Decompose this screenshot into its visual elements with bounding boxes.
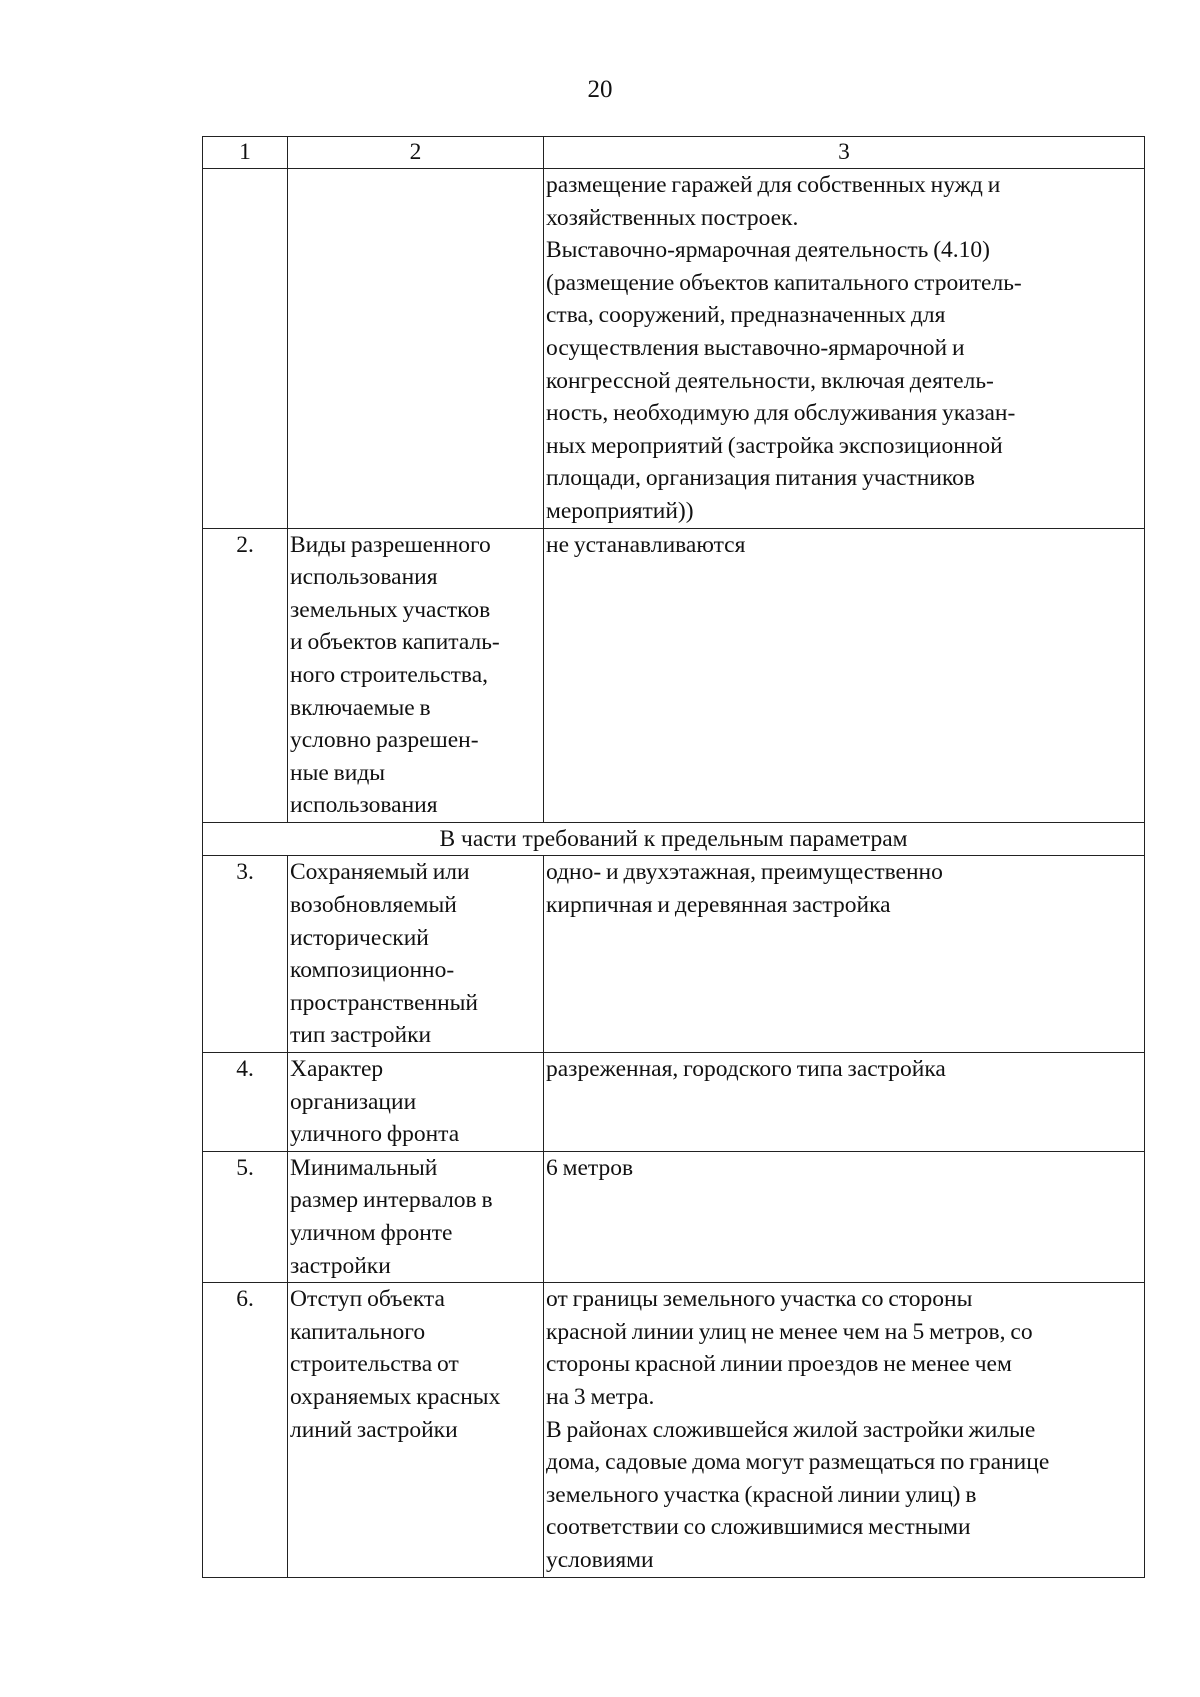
table-header-row (203, 137, 1145, 169)
row-name: Отступ объекта капитального строительства от охраняемых красных линий застройки (288, 1283, 544, 1577)
regulations-table (202, 136, 1145, 1578)
row-name (288, 169, 544, 529)
section-title: В части требований к предельным параметрам (203, 822, 1145, 856)
page-number: 20 (587, 76, 613, 103)
table-row-3 (203, 856, 1145, 1053)
row-value: не устанавливаются (544, 528, 1145, 822)
row-value: размещение гаражей для собственных нужд и хозяйственных построек. Выставочно-ярмарочная деятельность (4.10) (размещение объектов капитального строитель- ства, сооружений, предназначенных для осуществления выставочно-ярмарочной и конгрессной деятельности, включая деятель- ность, необходимую для обслуживания указан- ных мероприятий (застройка экспозиционной площади, организация питания участников мероприятий)) (544, 169, 1145, 529)
row-number: 5. (203, 1151, 288, 1282)
row-number: 3. (203, 856, 288, 1053)
row-name: Минимальный размер интервалов в уличном фронте застройки (288, 1151, 544, 1282)
row-value: от границы земельного участка со стороны красной линии улиц не менее чем на 5 метров, со стороны красной линии проездов не менее чем на 3 метра. В районах сложившейся жилой застройки жилые дома, садовые дома могут размещаться по границе земельного участка (красной линии улиц) в соответствии со сложившимися местными условиями (544, 1283, 1145, 1577)
table-section-row (203, 822, 1145, 856)
header-col-3: 3 (544, 137, 1145, 169)
row-number (203, 169, 288, 529)
row-name: Виды разрешенного использования земельных участков и объектов капиталь- ного строительства, включаемые в условно разрешен- ные виды использования (288, 528, 544, 822)
header-col-1: 1 (203, 137, 288, 169)
row-number: 4. (203, 1053, 288, 1152)
table-row-2 (203, 528, 1145, 822)
row-number: 2. (203, 528, 288, 822)
table-row-5 (203, 1151, 1145, 1282)
row-value: разреженная, городского типа застройка (544, 1053, 1145, 1152)
table-row-6 (203, 1283, 1145, 1577)
header-col-2: 2 (288, 137, 544, 169)
row-value: одно- и двухэтажная, преимущественно кирпичная и деревянная застройка (544, 856, 1145, 1053)
table-row-continuation (203, 169, 1145, 529)
table-row-4 (203, 1053, 1145, 1152)
row-value: 6 метров (544, 1151, 1145, 1282)
row-name: Характер организации уличного фронта (288, 1053, 544, 1152)
row-number: 6. (203, 1283, 288, 1577)
row-name: Сохраняемый или возобновляемый исторический композиционно- пространственный тип застройки (288, 856, 544, 1053)
